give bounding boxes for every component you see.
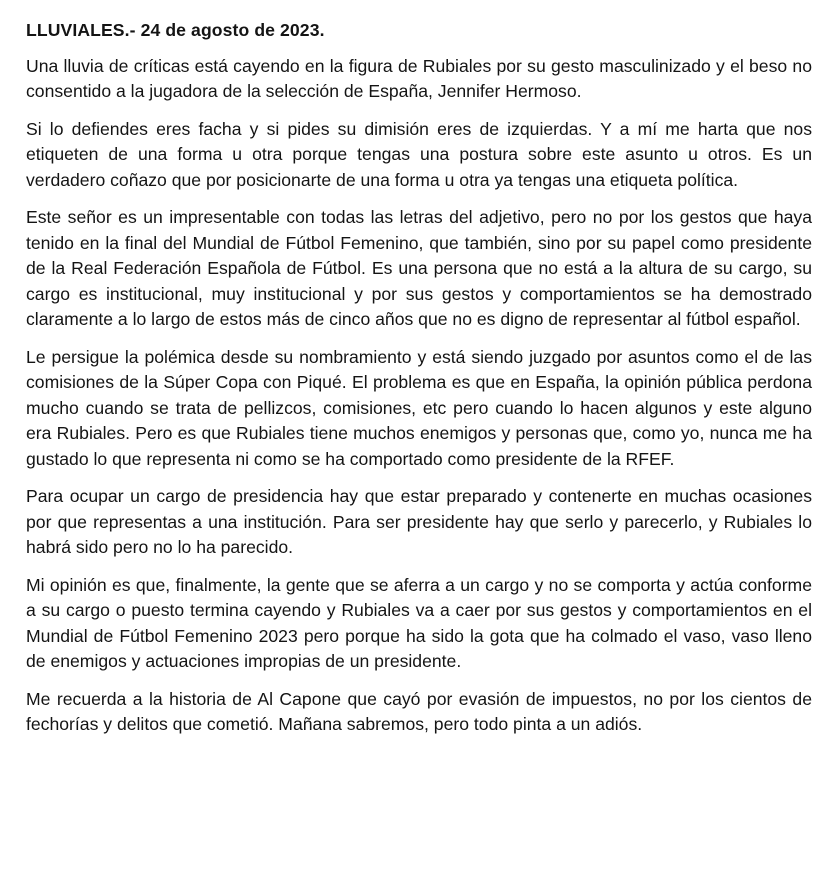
paragraph-7: Me recuerda a la historia de Al Capone que cayó por evasión de impuestos, no por los cientos de fechorías y delitos que cometió. Mañana sabremos, pero todo pinta a un adiós. bbox=[26, 688, 812, 734]
paragraph-2: Si lo defiendes eres facha y si pides su dimisión eres de izquierdas. Y a mí me harta que nos etiqueten de una forma u otra porque tengas una postura sobre este asunto u otros. Es un verdadero coñazo que por posicionarte de una forma u otra ya tengas una etiqueta política. bbox=[26, 118, 812, 190]
paragraph-4: Le persigue la polémica desde su nombramiento y está siendo juzgado por asuntos como el de las comisiones de la Súper Copa con Piqué. El problema es que en España, la opinión pública perdona mucho cuando se trata de pellizcos, comisiones, etc pero cuando lo hacen algunos y este alguno era Rubiales. Pero es que Rubiales tiene muchos enemigos y personas que, como yo, nunca me ha gustado lo que representa ni como se ha comportado como presidente de la RFEF. bbox=[26, 346, 812, 469]
paragraph-6: Mi opinión es que, finalmente, la gente que se aferra a un cargo y no se comporta y actúa conforme a su cargo o puesto termina cayendo y Rubiales va a caer por sus gestos y comportamientos en el Mundial de Fútbol Femenino 2023 pero porque ha sido la gota que ha colmado el vaso, vaso lleno de enemigos y actuaciones impropias de un presidente. bbox=[26, 574, 812, 671]
document-page bbox=[26, 18, 812, 750]
paragraph-5: Para ocupar un cargo de presidencia hay que estar preparado y contenerte en muchas ocasiones por que representas a una institución. Para ser presidente hay que serlo y parecerlo, y Rubiales lo habrá sido pero no lo ha parecido. bbox=[26, 486, 812, 557]
paragraph-3: Este señor es un impresentable con todas las letras del adjetivo, pero no por los gestos que haya tenido en la final del Mundial de Fútbol Femenino, que también, sino por su papel como presidente de la Real Federación Española de Fútbol. Es una persona que no está a la altura de su cargo, su cargo es institucional, muy institucional y por sus gestos y comportamientos se ha demostrado claramente a lo largo de estos más de cinco años que no es digno de representar al fútbol español. bbox=[26, 207, 812, 329]
document-heading: LLUVIALES.- 24 de agosto de 2023. bbox=[26, 20, 325, 40]
paragraph-1: Una lluvia de críticas está cayendo en la figura de Rubiales por su gesto masculinizado y el beso no consentido a la jugadora de la selección de España, Jennifer Hermoso. bbox=[26, 55, 812, 101]
